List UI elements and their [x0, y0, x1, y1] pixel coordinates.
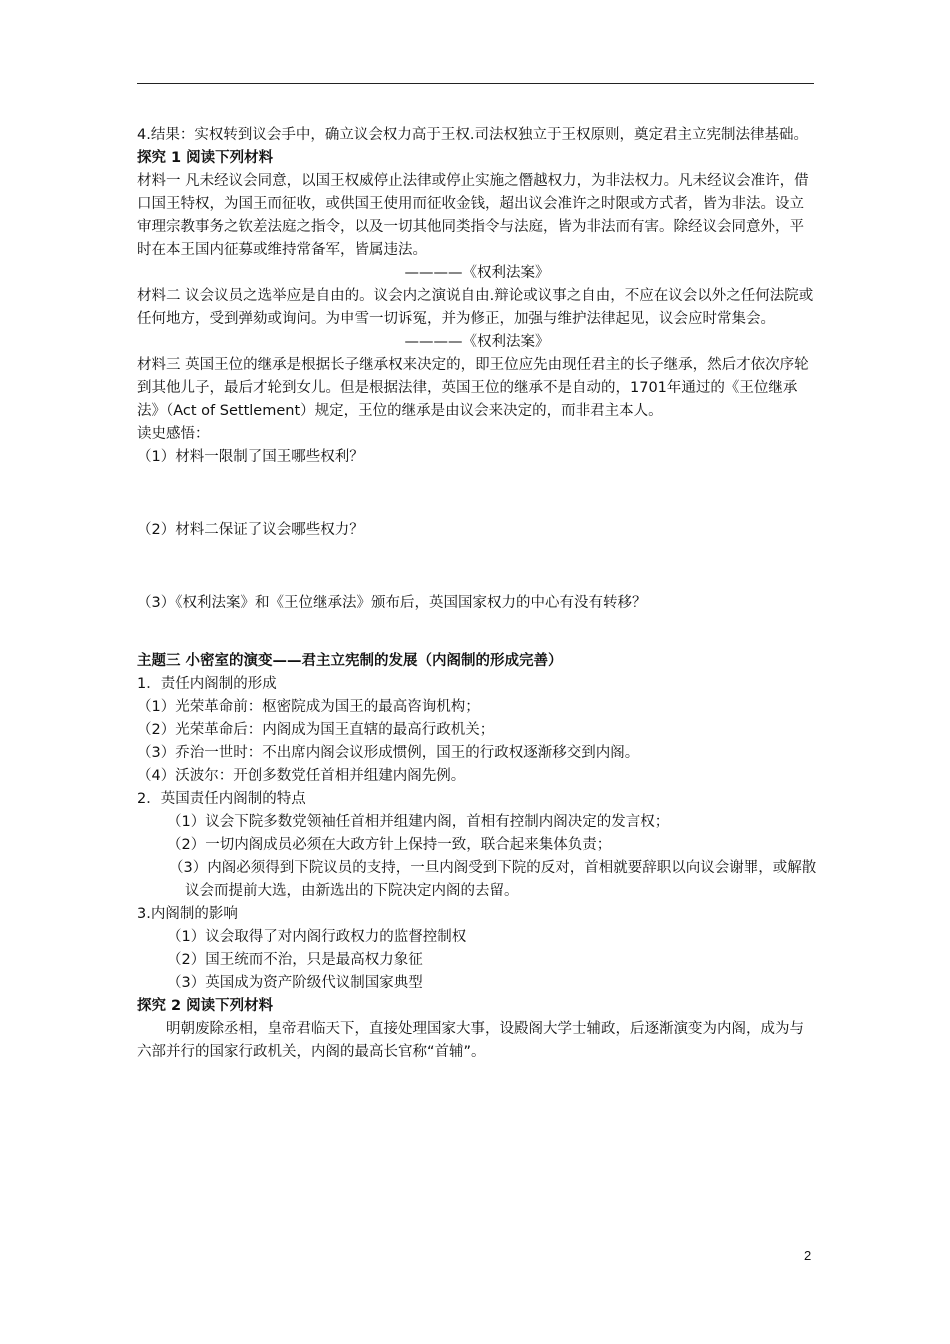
theme3-s2-item: （1）议会下院多数党领袖任首相并组建内阁，首相有控制内阁决定的发言权； — [167, 814, 670, 830]
reflection-label: 读史感悟： — [137, 426, 210, 442]
answer-space-3 — [137, 615, 817, 650]
material1-text: 材料一 凡未经议会同意，以国王权威停止法律或停止实施之僭越权力，为非法权力。凡未经议会准许，借口国王特权，为国王而征收，或供国王使用而征收金钱，超出议会准许之时限或方式者，皆为非法。设立审理宗教事务之钦差法庭之指令，以及一切其他同类指令与法庭，皆为非法而有害。除经议会同意外，平时在本王国内征募或维持常备军，皆属违法。 — [137, 173, 809, 258]
theme3-s2-item: （2）一切内阁成员必须在大政方针上保持一致，联合起来集体负责； — [167, 837, 612, 853]
theme3-heading: 主题三 小密室的演变——君主立宪制的发展（内阁制的形成完善） — [137, 653, 563, 669]
explore2-heading: 探究 2 阅读下列材料 — [137, 998, 274, 1014]
theme3-s3-item: （3）英国成为资产阶级代议制国家典型 — [167, 975, 423, 991]
theme3-s1-title: 1．责任内阁制的形成 — [137, 676, 277, 692]
document-body — [137, 124, 817, 1064]
theme3-s2-item: （3）内阁必须得到下院议员的支持，一旦内阁受到下院的反对，首相就要辞职以向议会谢罪，或解散议会而提前大选，由新选出的下院决定内阁的去留。 — [169, 860, 817, 899]
theme3-s1-item: （4）沃波尔：开创多数党任首相并组建内阁先例。 — [137, 768, 466, 784]
material2-source: ————《权利法案》 — [404, 334, 550, 350]
material1-source: ————《权利法案》 — [404, 265, 550, 281]
header-rule — [137, 83, 814, 84]
answer-space-1 — [137, 469, 817, 519]
section4-result: 4.结果：实权转到议会手中，确立议会权力高于王权.司法权独立于王权原则，奠定君主立宪制法律基础。 — [137, 127, 808, 143]
explore2-paragraph: 明朝废除丞相，皇帝君临天下，直接处理国家大事，设殿阁大学士辅政，后逐渐演变为内阁，成为与六部并行的国家行政机关，内阁的最高长官称“首辅”。 — [137, 1021, 804, 1060]
question-1: （1）材料一限制了国王哪些权利？ — [137, 449, 364, 465]
page-number: 2 — [804, 1248, 812, 1263]
question-2: （2）材料二保证了议会哪些权力？ — [137, 522, 364, 538]
answer-space-2 — [137, 542, 817, 592]
material2-text: 材料二 议会议员之选举应是自由的。议会内之演说自由.辩论或议事之自由，不应在议会以外之任何法院或任何地方，受到弹劾或询问。为申雪一切诉冤，并为修正，加强与维护法律起见，议会应时常集会。 — [137, 288, 814, 327]
question-3: （3）《权利法案》和《王位继承法》颁布后，英国国家权力的中心有没有转移？ — [137, 595, 647, 611]
theme3-s2-title: 2．英国责任内阁制的特点 — [137, 791, 306, 807]
theme3-s3-item: （1）议会取得了对内阁行政权力的监督控制权 — [167, 929, 467, 945]
theme3-s3-item: （2）国王统而不治，只是最高权力象征 — [167, 952, 423, 968]
theme3-s3-title: 3.内阁制的影响 — [137, 906, 238, 922]
material3-text: 材料三 英国王位的继承是根据长子继承权来决定的，即王位应先由现任君主的长子继承，然后才依次序轮到其他儿子，最后才轮到女儿。但是根据法律，英国王位的继承不是自动的，1701年通过的《王位继承法》（Act of Settlement）规定，王位的继承是由议会来决定的，而非君主本人。 — [137, 357, 809, 419]
theme3-s1-item: （1）光荣革命前：枢密院成为国王的最高咨询机构； — [137, 699, 480, 715]
theme3-s1-item: （2）光荣革命后：内阁成为国王直辖的最高行政机关； — [137, 722, 495, 738]
theme3-s1-item: （3）乔治一世时：不出席内阁会议形成惯例，国王的行政权逐渐移交到内阁。 — [137, 745, 640, 761]
explore1-heading: 探究 1 阅读下列材料 — [137, 150, 274, 166]
